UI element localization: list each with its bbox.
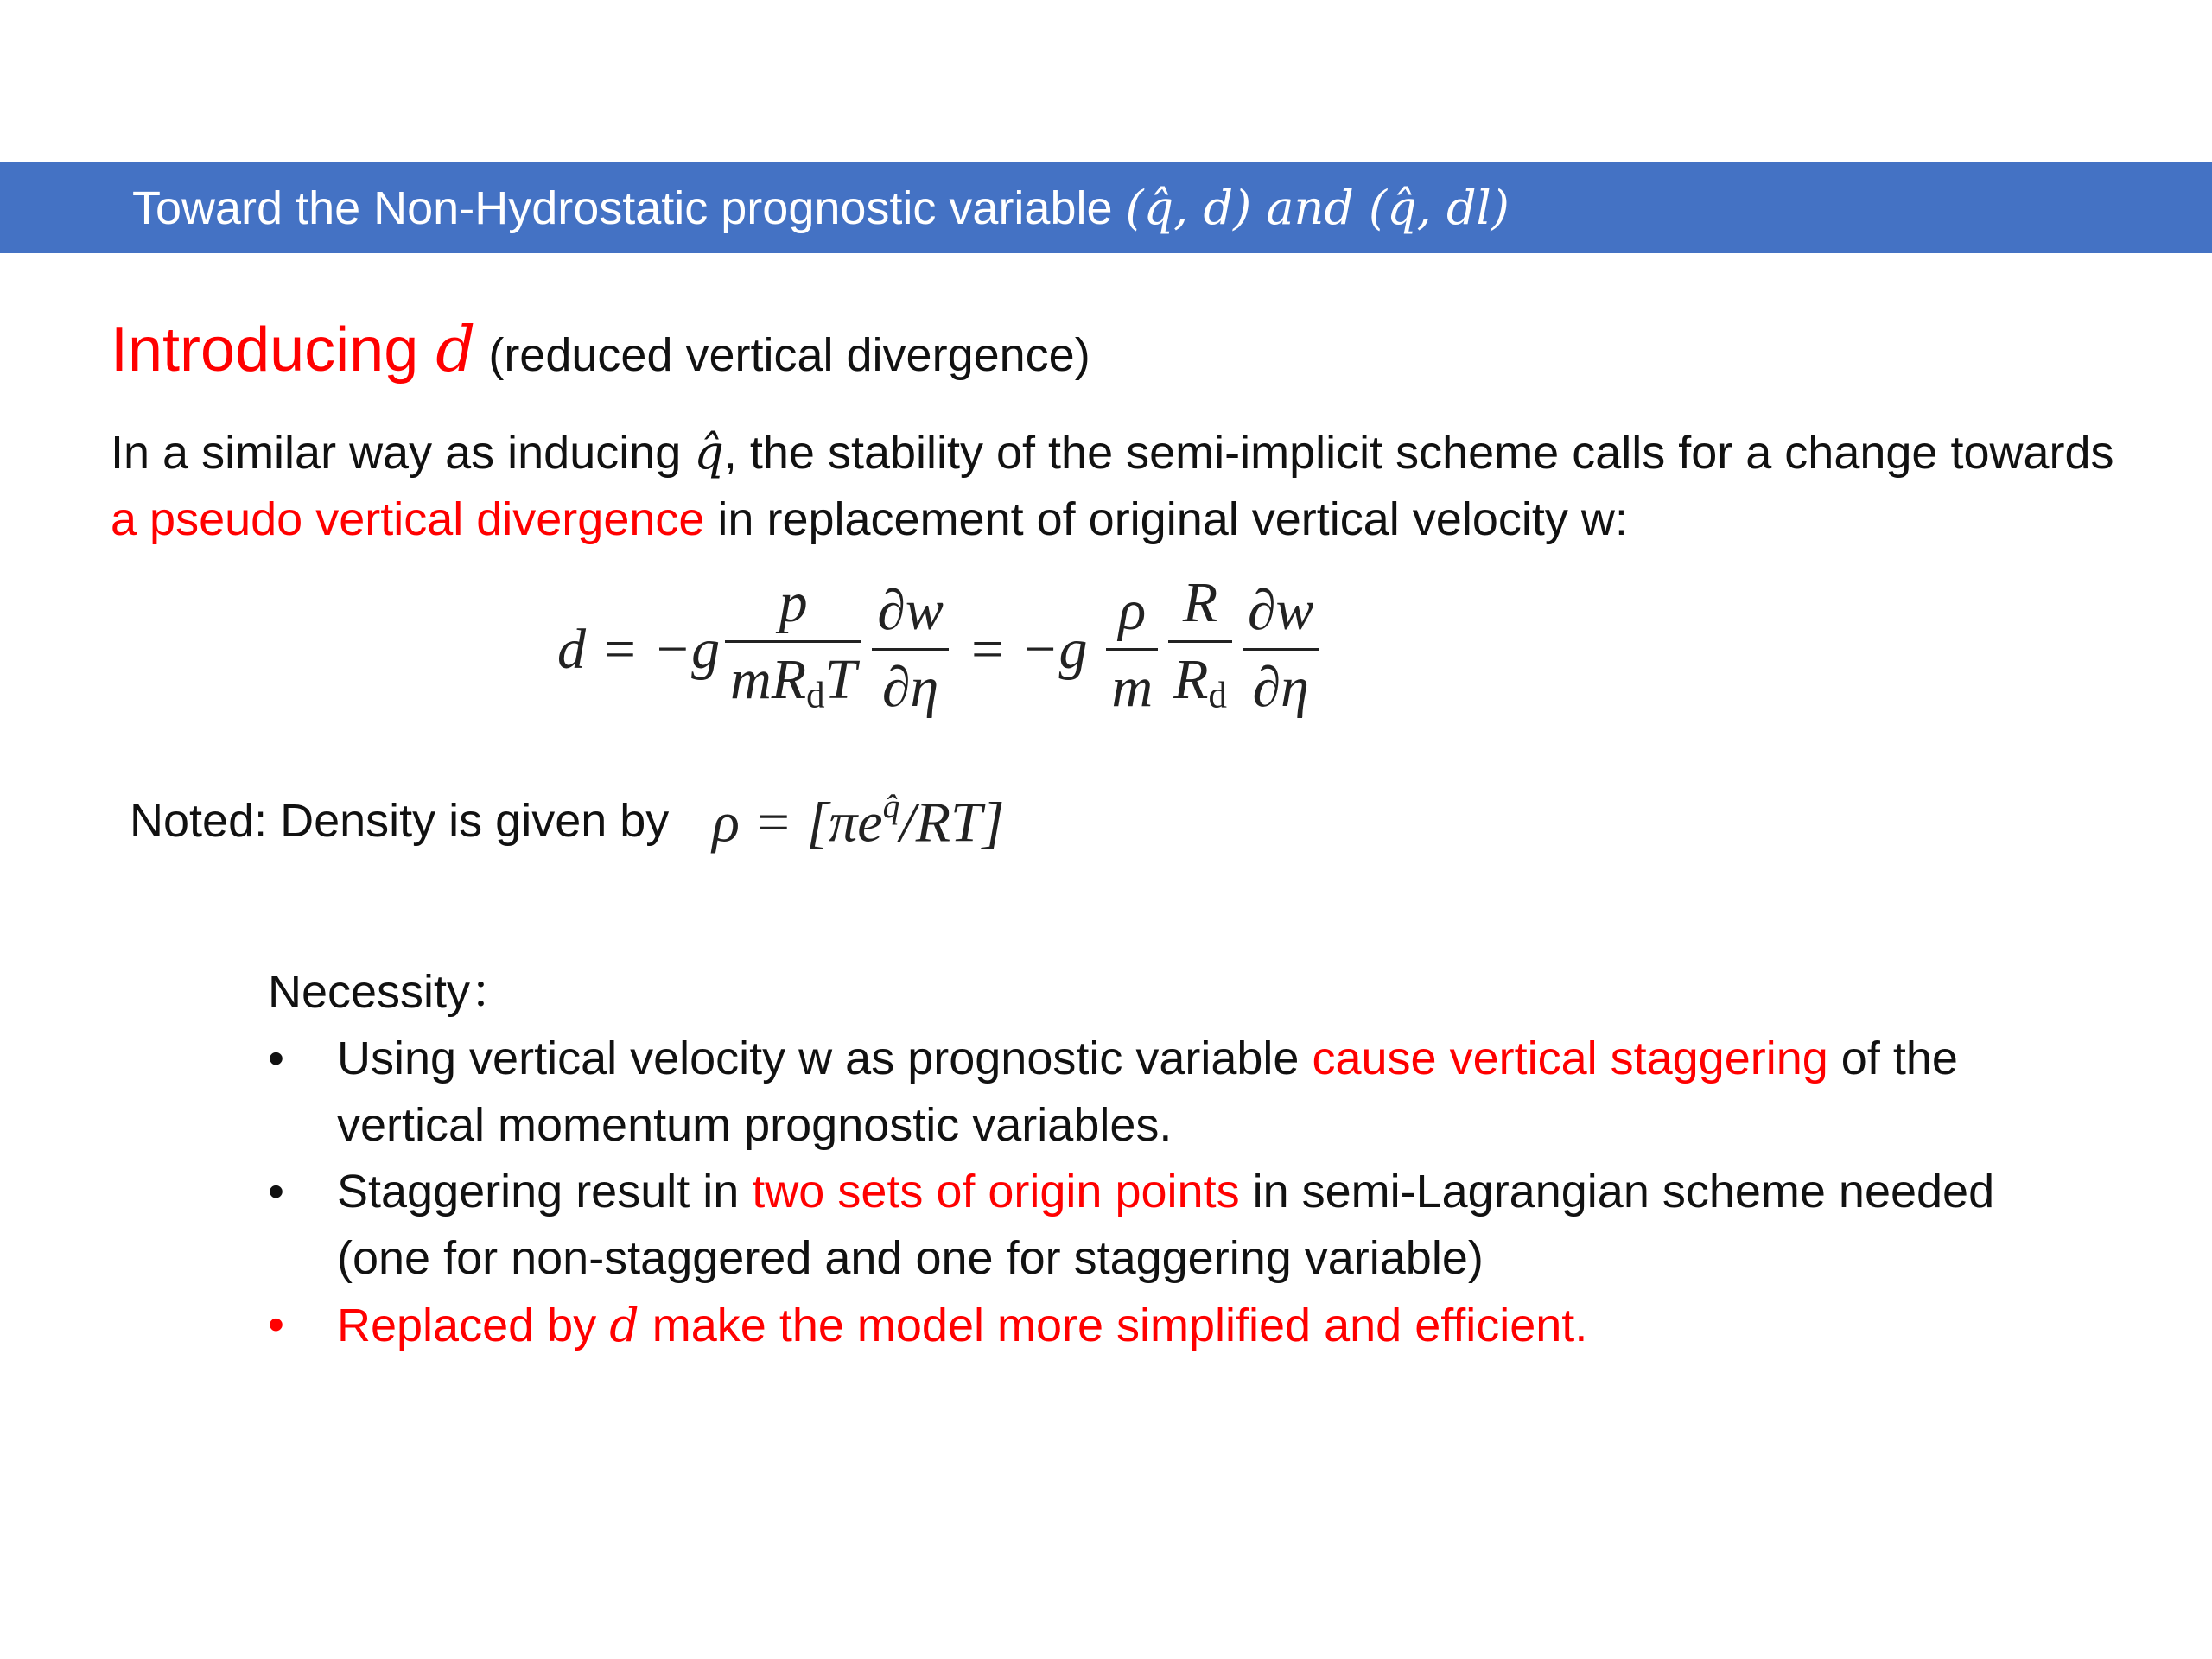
heading-subtitle: (reduced vertical divergence)	[475, 329, 1090, 381]
density-note-label: Noted: Density is given by	[130, 795, 670, 848]
intro-math-q: q̂	[694, 425, 724, 480]
list-item: • Replaced by d make the model more simplified and efficient.	[268, 1292, 2082, 1359]
fraction-dw-deta-2: $\frac{\partial w}{\partial\eta}$	[1243, 574, 1319, 725]
fraction-R-over-Rd: $\frac{R}{R_d}$	[1168, 566, 1232, 734]
bullet-icon: •	[268, 1033, 284, 1084]
bullet-icon: •	[268, 1166, 284, 1217]
density-equation: $\rho = [\pi e^{q̂}/RT]$	[712, 787, 1005, 855]
fraction-dw-deta: $\frac{\partial w}{\partial\eta}$	[872, 574, 949, 725]
fraction-p-over-mRdT: $\frac{p}{mR_dT}$	[725, 566, 861, 734]
list-item: • Staggering result in two sets of origin points in semi-Lagrangian scheme needed (one for non-staggered and one for staggering variable)	[268, 1159, 2082, 1292]
fraction-rho-over-m: $\frac{\rho}{m}$	[1106, 574, 1158, 725]
necessity-section	[268, 959, 2082, 1359]
equation-lhs: d = −g	[557, 617, 721, 681]
necessity-list	[268, 1026, 2082, 1359]
title-banner	[0, 162, 2212, 253]
slide-title	[132, 181, 1510, 235]
density-note	[130, 786, 1004, 856]
necessity-title: Necessity：	[268, 966, 518, 1018]
section-heading	[111, 313, 1090, 385]
intro-highlight: a pseudo vertical divergence	[111, 493, 705, 545]
heading-main: Introducing	[111, 315, 436, 385]
heading-math-d: d	[435, 313, 476, 385]
list-item: • Using vertical velocity w as prognostic variable cause vertical staggering of the vertical momentum prognostic variables.	[268, 1026, 2082, 1159]
divergence-equation	[557, 566, 1325, 734]
intro-paragraph: In a similar way as inducing q̂, the stability of the semi-implicit scheme calls for a change towards a pseudo vertical divergence in replacement of original vertical velocity w:	[111, 425, 2114, 545]
slide-title-math: (q̂, d) and (q̂, dl)	[1125, 181, 1510, 235]
equation-middle: = −g	[967, 617, 1088, 681]
slide-title-text: Toward the Non-Hydrostatic prognostic variable	[132, 182, 1126, 234]
bullet-icon: •	[268, 1299, 284, 1351]
